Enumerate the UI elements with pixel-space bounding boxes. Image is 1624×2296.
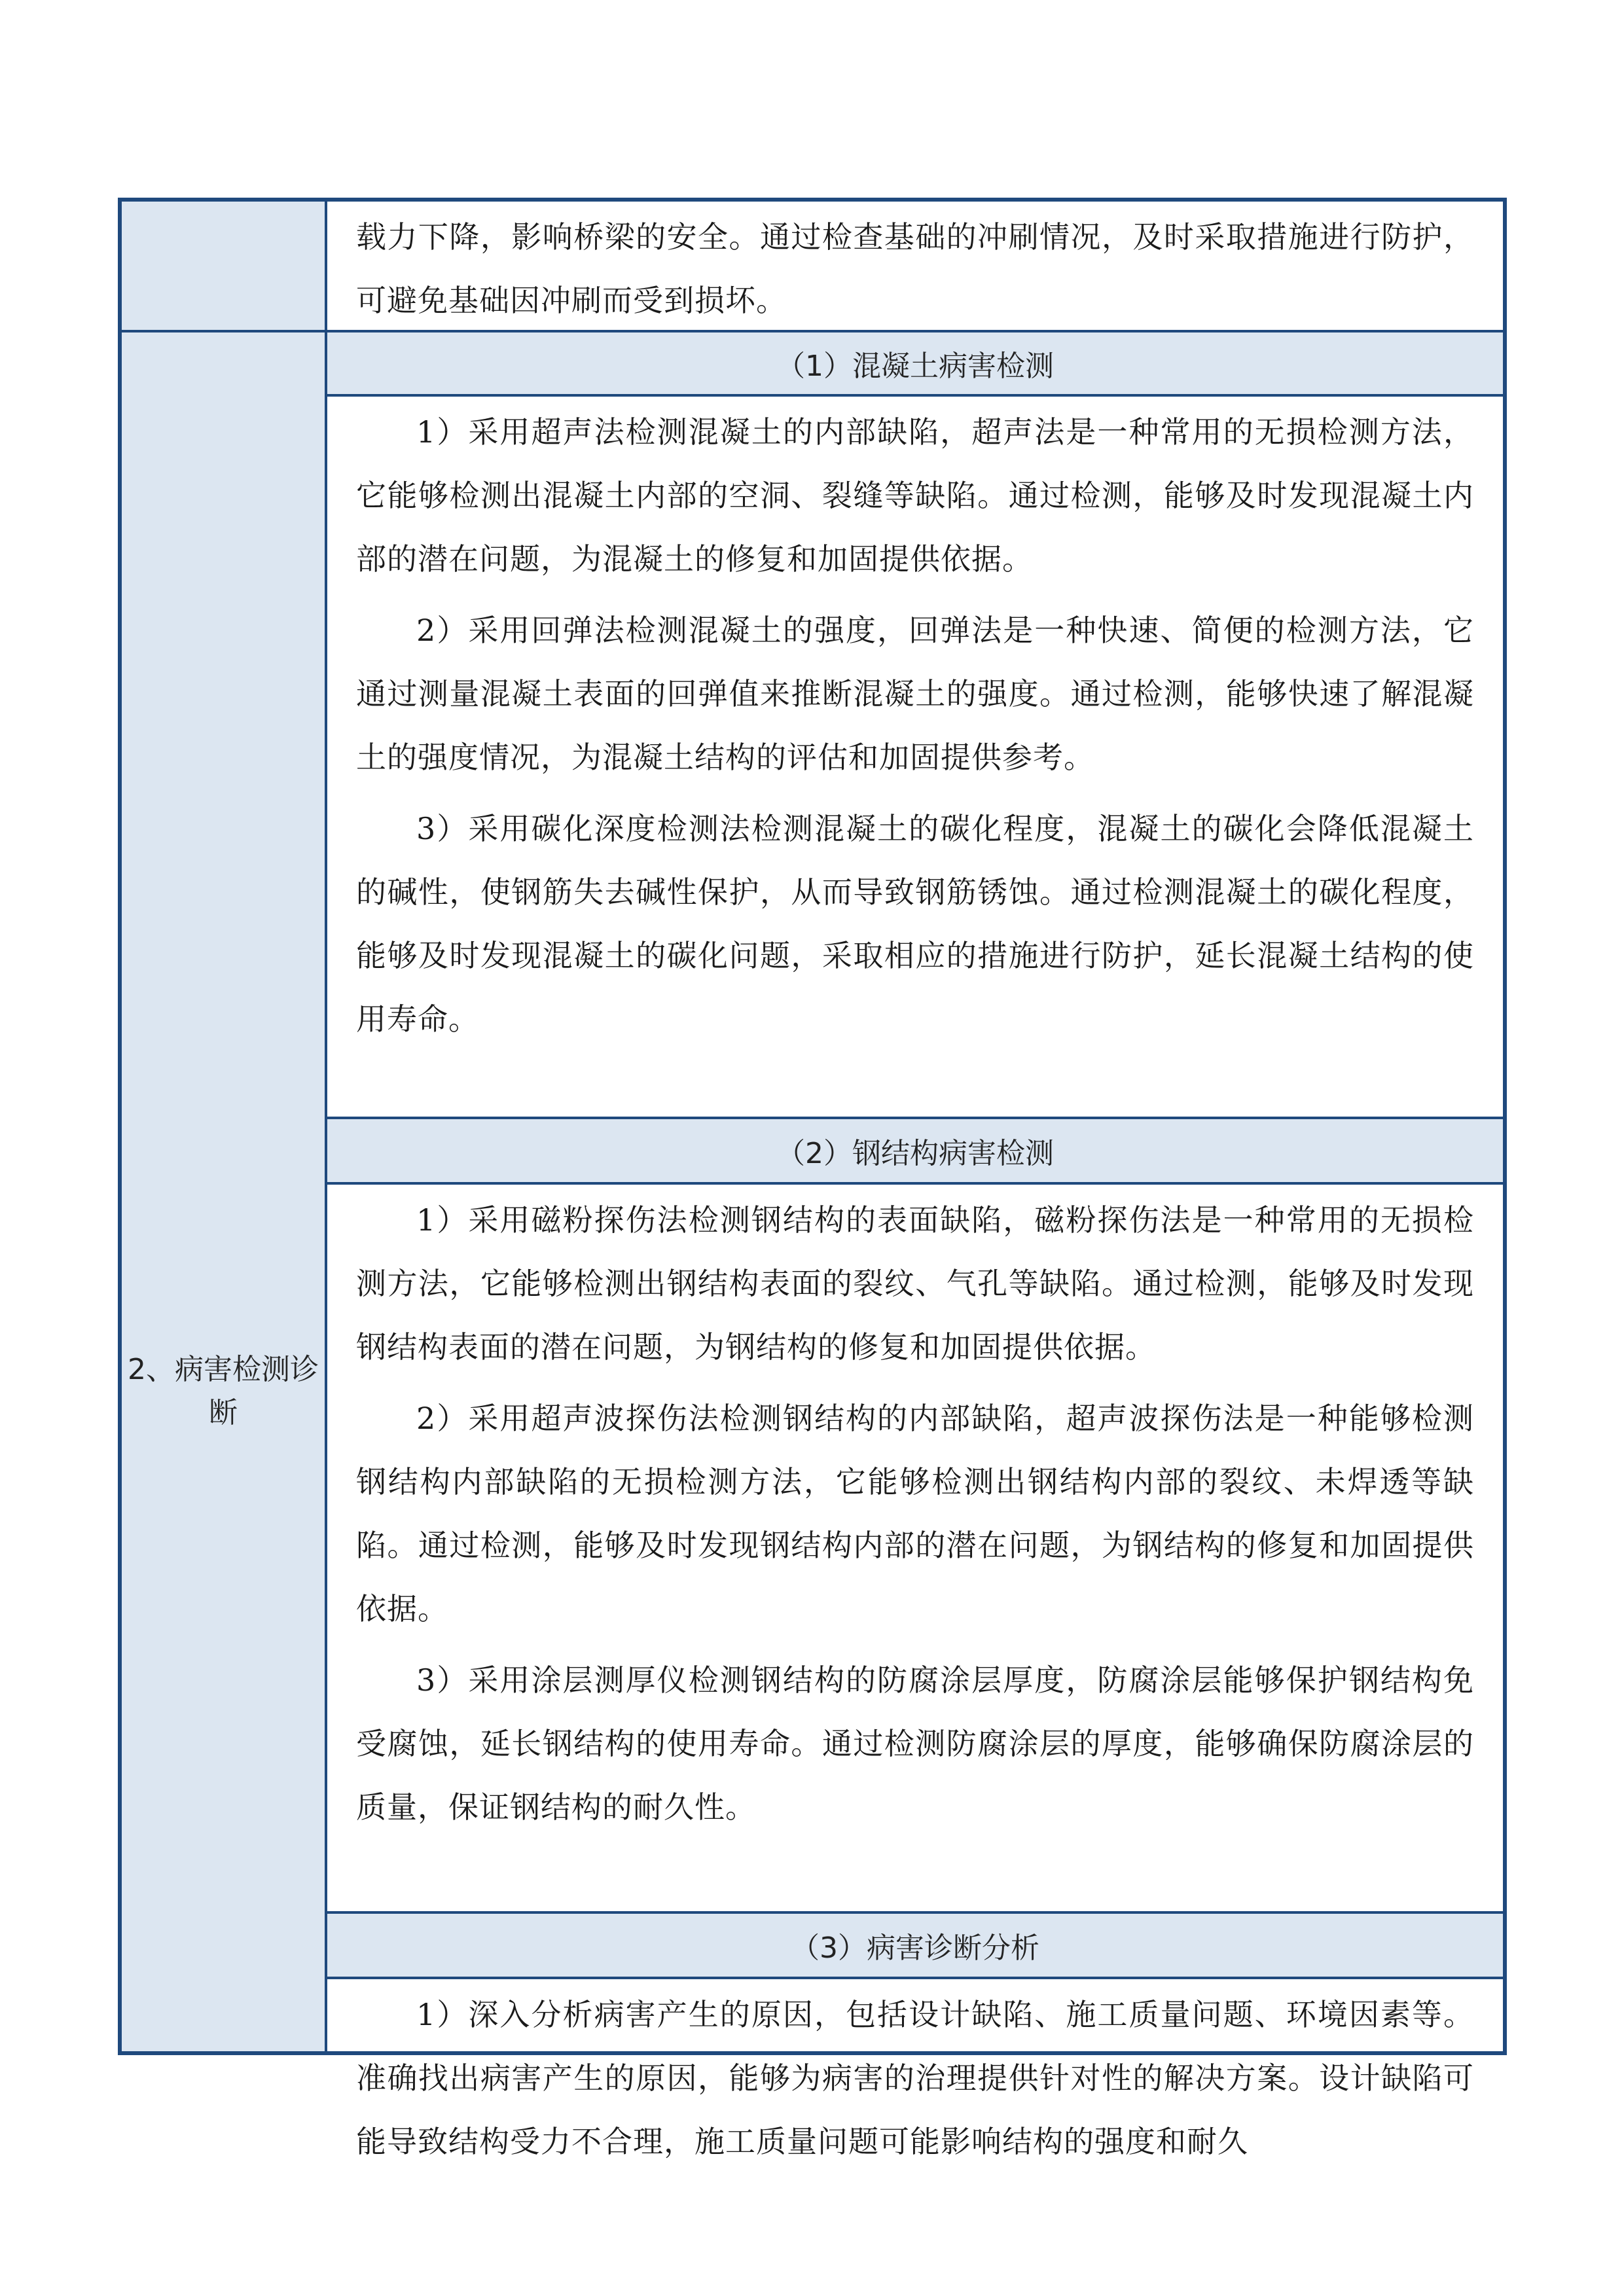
section-title: （3）病害诊断分析 (791, 1931, 1039, 1965)
paragraph: 1）采用超声法检测混凝土的内部缺陷，超声法是一种常用的无损检测方法，它能够检测出混凝土内部的空洞、裂缝等缺陷。通过检测，能够及时发现混凝土内部的潜在问题，为混凝土的修复和加固提供依据。 (356, 414, 1474, 577)
section-title: （1）混凝土病害检测 (776, 350, 1054, 383)
content-column (327, 202, 1503, 2159)
inspection-table (118, 198, 1507, 2159)
section-header-steel (327, 1119, 1503, 1185)
section-header-concrete (327, 332, 1503, 397)
paragraph: 3）采用碳化深度检测法检测混凝土的碳化程度，混凝土的碳化会降低混凝土的碱性，使钢筋失去碱性保护，从而导致钢筋锈蚀。通过检测混凝土的碳化程度，能够及时发现混凝土的碳化问题，采取相应的措施进行防护，延长混凝土结构的使用寿命。 (356, 811, 1474, 1037)
section-body-steel (327, 1185, 1503, 1914)
previous-category-cell (122, 202, 325, 332)
continuation-text: 载力下降，影响桥梁的安全。通过检查基础的冲刷情况，及时采取措施进行防护，可避免基础因冲刷而受到损坏。 (356, 219, 1474, 318)
category-column (122, 202, 327, 2051)
paragraph: 2）采用超声波探伤法检测钢结构的内部缺陷，超声波探伤法是一种能够检测钢结构内部缺陷的无损检测方法，它能够检测出钢结构内部的裂纹、未焊透等缺陷。通过检测，能够及时发现钢结构内部的潜在问题，为钢结构的修复和加固提供依据。 (356, 1401, 1474, 1626)
paragraph: 3）采用涂层测厚仪检测钢结构的防腐涂层厚度，防腐涂层能够保护钢结构免受腐蚀，延长钢结构的使用寿命。通过检测防腐涂层的厚度，能够确保防腐涂层的质量，保证钢结构的耐久性。 (356, 1662, 1474, 1825)
section-title: （2）钢结构病害检测 (776, 1137, 1054, 1170)
section-body-diagnosis (327, 1979, 1503, 2159)
paragraph: 1）深入分析病害产生的原因，包括设计缺陷、施工质量问题、环境因素等。准确找出病害产生的原因，能够为病害的治理提供针对性的解决方案。设计缺陷可能导致结构受力不合理，施工质量问题可能影响结构的强度和耐久 (356, 1997, 1474, 2159)
section-body-concrete (327, 397, 1503, 1119)
section-header-diagnosis (327, 1914, 1503, 1979)
paragraph: 2）采用回弹法检测混凝土的强度，回弹法是一种快速、简便的检测方法，它通过测量混凝土表面的回弹值来推断混凝土的强度。通过检测，能够快速了解混凝土的强度情况，为混凝土结构的评估和加固提供参考。 (356, 613, 1474, 775)
category-label: 2、病害检测诊断 (128, 1353, 319, 1429)
paragraph: 1）采用磁粉探伤法检测钢结构的表面缺陷，磁粉探伤法是一种常用的无损检测方法，它能够检测出钢结构表面的裂纹、气孔等缺陷。通过检测，能够及时发现钢结构表面的潜在问题，为钢结构的修复和加固提供依据。 (356, 1202, 1474, 1365)
continuation-cell (327, 202, 1503, 332)
